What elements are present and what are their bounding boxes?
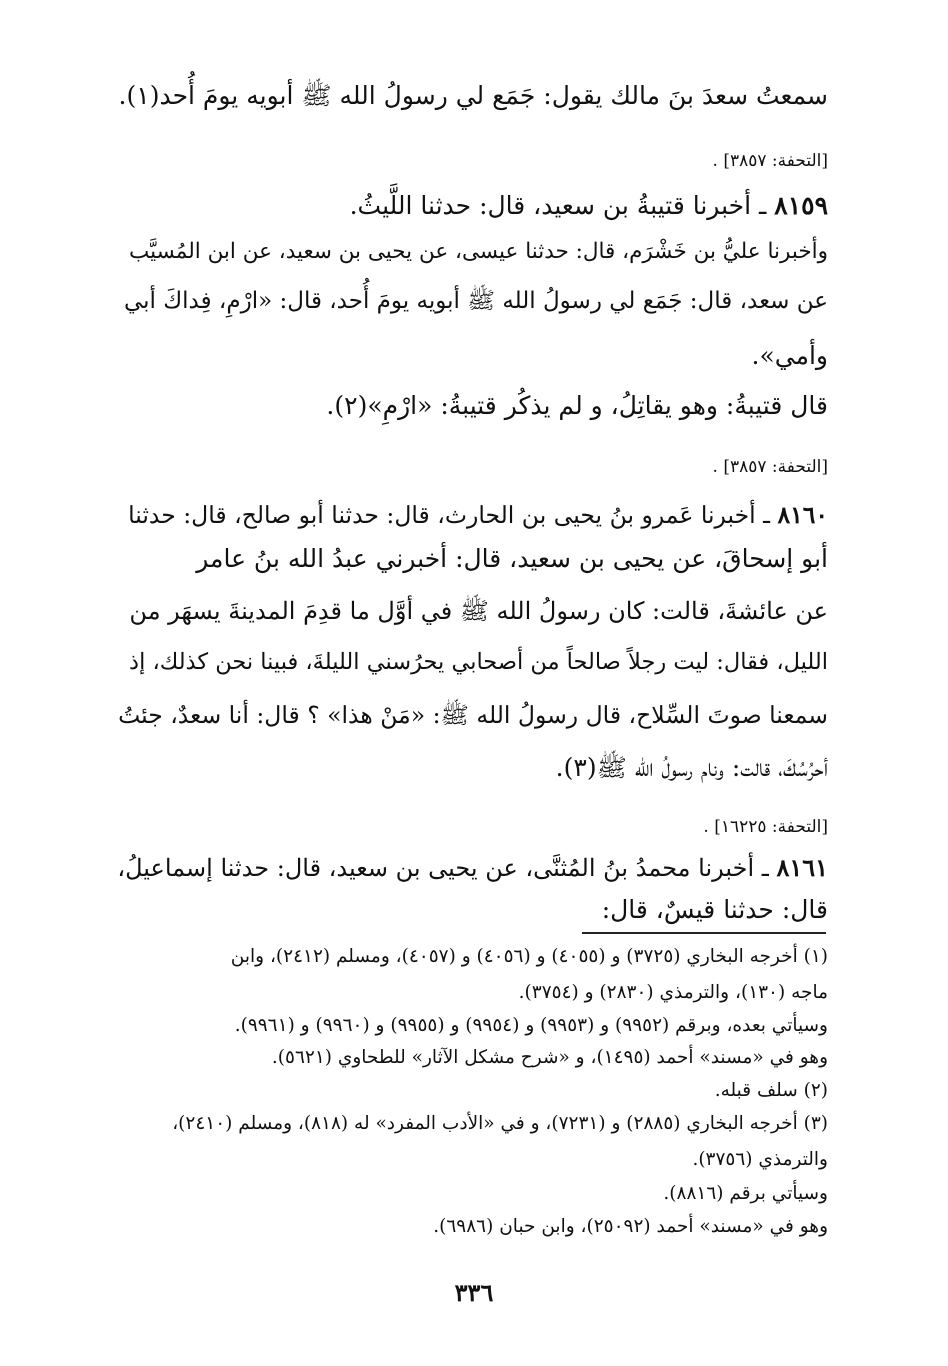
hadith-number-8161: ٨١٦١	[776, 853, 828, 882]
hadith-8161-text: ـ أخبرنا محمدُ بنُ المُثنَّى، عن يحيى بن سعيد، قال: حدثنا إسماعيلُ،	[117, 854, 777, 882]
footnote-3-line-3: وسيأتي برقم (٨٨١٦).	[663, 1183, 828, 1204]
footnote-1-line-1: (١) أخرجه البخاري (٣٧٢٥) و (٤٠٥٥) و (٤٠٥٦) و (٤٠٥٧)، ومسلم (٢٤١٢)، وابن	[230, 946, 828, 967]
text-line-4: وأخبرنا عليُّ بن خَشْرَم، قال: حدثنا عيسى، عن يحيى بن سعيد، عن ابن المُسيَّب	[129, 239, 828, 264]
footnote-3-line-2: والترمذي (٣٧٥٦).	[692, 1149, 828, 1170]
hadith-8160-heading	[128, 502, 828, 529]
text-line-6: وأمي».	[751, 341, 828, 370]
footnote-3-line-1: (٣) أخرجه البخاري (٢٨٨٥) و (٧٢٣١)، و في «الأدب المفرد» له (٨١٨)، ومسلم (٢٤١٠)،	[172, 1113, 828, 1134]
hadith-8159-text: ـ أخبرنا قتيبةُ بن سعيد، قال: حدثنا اللَّيثُ.	[349, 191, 775, 220]
text-line-10: أبو إسحاقَ، عن يحيى بن سعيد، قال: أخبرني عبدُ الله بنُ عامر	[196, 544, 828, 573]
hadith-8161-heading	[117, 854, 828, 883]
tuhfa-ref-2: [التحفة: ٣٨٥٧] .	[712, 457, 828, 477]
hadith-number-8159: ٨١٥٩	[774, 191, 828, 220]
text-line-5: عن سعد، قال: جَمَع لي رسولُ الله ﷺ أبويه يومَ أُحد، قال: «ارْمِ، فِداكَ أبي	[123, 288, 828, 314]
text-line-14: أحرُسُكَ، قالت: ونام رسولُ الله ﷺ(٣).	[555, 753, 828, 782]
text-line-7: قال قتيبةُ: وهو يقاتِلُ، و لم يذكُر قتيبةُ: «ارْمِ»(٢).	[326, 391, 828, 420]
hadith-8159-heading	[350, 192, 828, 221]
tuhfa-ref-1: [التحفة: ٣٨٥٧] .	[712, 151, 828, 171]
text-line-12: الليل، فقال: ليت رجلاً صالحاً من أصحابي يحرُسني الليلةَ، فبينا نحن كذلك، إذ	[129, 649, 828, 675]
footnote-1-line-3: وسيأتي بعده، وبرقم (٩٩٥٢) و (٩٩٥٣) و (٩٩٥٤) و (٩٩٥٥) و (٩٩٦٠) و (٩٩٦١).	[234, 1015, 828, 1036]
page-number: ٣٣٦	[454, 1278, 494, 1307]
footnote-separator	[582, 932, 826, 934]
footnote-2: (٢) سلف قبله.	[714, 1080, 828, 1101]
text-line-11: عن عائشةَ، قالت: كان رسولُ الله ﷺ في أوَّل ما قدِمَ المدينةَ يسهَر من	[129, 597, 828, 625]
text-line-1: سمعتُ سعدَ بنَ مالك يقول: جَمَع لي رسولُ الله ﷺ أبويه يومَ أُحد(١).	[118, 81, 828, 110]
footnote-3-line-4: وهو في «مسند» أحمد (٢٥٠٩٢)، وابن حبان (٦٩٨٦).	[433, 1216, 828, 1237]
tuhfa-ref-3: [التحفة: ١٦٢٢٥] .	[703, 817, 828, 837]
footnote-1-line-2: ماجه (١٣٠)، والترمذي (٢٨٣٠) و (٣٧٥٤).	[518, 982, 828, 1003]
text-line-13: سمعنا صوتَ السِّلاح، قال رسولُ الله ﷺ: «مَنْ هذا» ؟ قال: أنا سعدٌ، جئتُ	[118, 701, 828, 729]
hadith-8160-text: ـ أخبرنا عَمرو بنُ يحيى بن الحارث، قال: حدثنا أبو صالح، قال: حدثنا	[128, 501, 778, 529]
footnote-1-line-4: وهو في «مسند» أحمد (١٤٩٥)، و «شرح مشكل الآثار» للطحاوي (٥٦٢١).	[271, 1047, 828, 1068]
hadith-number-8160: ٨١٦٠	[777, 501, 828, 529]
text-line-17: قال: حدثنا قيسٌ، قال:	[601, 895, 828, 924]
